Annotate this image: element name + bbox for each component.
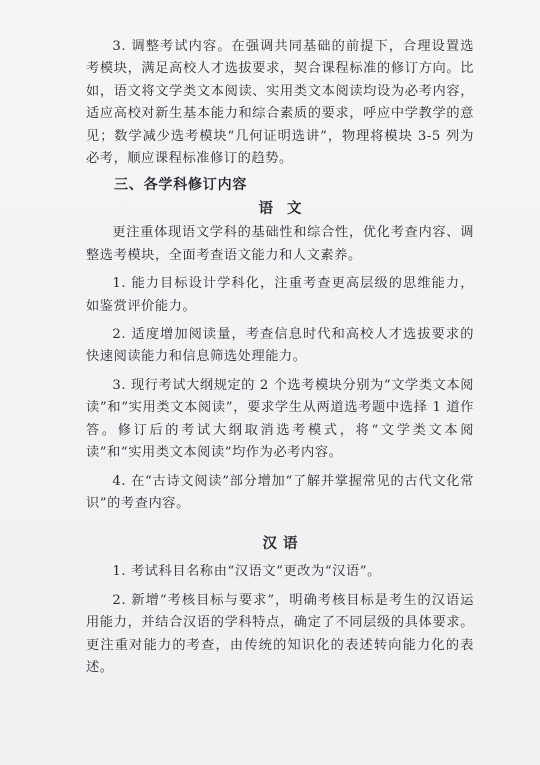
yuwen-item-3: 3. 现行考试大纲规定的 2 个选考模块分别为“文学类文本阅读”和“实用类文本阅读”，要求学生从两道选考题中选择 1 道作答。修订后的考试大纲取消选考模式，将“文学类文本阅读”和“实用类文本阅读”均作为必考内容。 [86, 377, 474, 461]
subject-title-hanyu: 汉语 [262, 536, 304, 553]
yuwen-item-2: 2. 适度增加阅读量，考查信息时代和高校人才选拔要求的快速阅读能力和信息筛选处理能力。 [86, 327, 474, 365]
yuwen-item-1: 1. 能力目标设计学科化，注重考查更高层级的思维能力，如鉴赏评价能力。 [86, 276, 474, 314]
subject-title-yuwen: 语文 [258, 201, 316, 218]
intro-paragraph: 3. 调整考试内容。在强调共同基础的前提下，合理设置选考模块，满足高校人才选拔要求，契合课程标准的修订方向。比如，语文将文学类文本阅读、实用类文本阅读均设为必考内容，适应高校对新生基本能力和综合素质的要求，呼应中学教学的意见；数学减少选考模块“几何证明选讲”，物理将模块 3-5 列为必考，顺应课程标准修订的趋势。 [86, 39, 474, 167]
yuwen-intro: 更注重体现语文学科的基础性和综合性，优化考查内容、调整选考模块，全面考查语文能力和人文素养。 [86, 225, 474, 263]
section-heading: 三、各学科修订内容 [114, 177, 248, 194]
hanyu-item-2: 2. 新增“考核目标与要求”，明确考核目标是考生的汉语运用能力，并结合汉语的学科特点，确定了不同层级的具体要求。更注重对能力的考查，由传统的知识化的表述转向能力化的表述。 [86, 592, 474, 675]
hanyu-item-1: 1. 考试科目名称由“汉语文”更改为“汉语”。 [112, 564, 381, 580]
yuwen-item-4: 4. 在“古诗文阅读”部分增加“了解并掌握常见的古代文化常识”的考查内容。 [86, 473, 474, 511]
